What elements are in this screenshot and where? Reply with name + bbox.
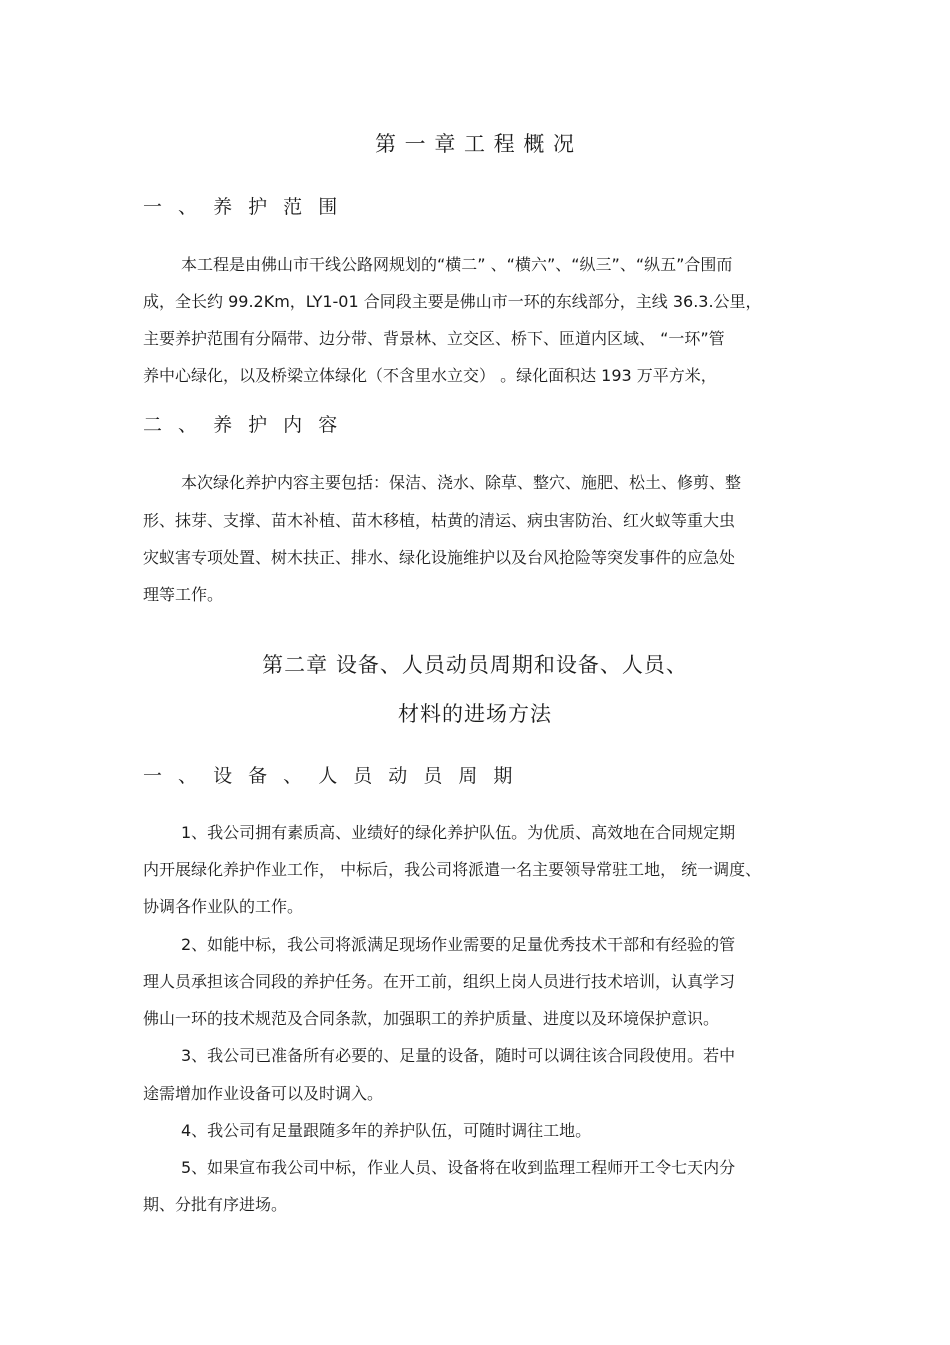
paragraph-line: 4、我公司有足量跟随多年的养护队伍，可随时调往工地。 (181, 1121, 592, 1140)
paragraph-line: 5、如果宣布我公司中标，作业人员、设备将在收到监理工程师开工令七天内分 (181, 1158, 736, 1177)
paragraph-line: 本次绿化养护内容主要包括：保洁、浇水、除草、整穴、施肥、松土、修剪、整 (181, 473, 742, 492)
paragraph-line: 1、我公司拥有素质高、业绩好的绿化养护队伍。为优质、高效地在合同规定期 (181, 823, 736, 842)
section-mobilization-period-title: 一 、 设 备 、 人 员 动 员 周 期 (143, 765, 518, 787)
paragraph-line: 成，全长约 99.2Km，LY1-01 合同段主要是佛山市一环的东线部分，主线 36.3.公里， (143, 292, 762, 311)
paragraph-line: 养中心绿化，以及桥梁立体绿化（不含里水立交） 。绿化面积达 193 万平方米， (143, 366, 717, 385)
chapter-1-title: 第 一 章 工 程 概 况 (374, 132, 576, 156)
section-maintenance-scope-title: 一 、 养 护 范 围 (143, 196, 343, 218)
paragraph-line: 3、我公司已准备所有必要的、足量的设备，随时可以调往该合同段使用。若中 (181, 1046, 736, 1065)
chapter-2-title-line-1: 第二章 设备、人员动员周期和设备、人员、 (262, 653, 688, 677)
paragraph-line: 形、抹芽、支撑、苗木补植、苗木移植，枯黄的清运、病虫害防治、红火蚁等重大虫 (143, 511, 736, 530)
paragraph-line: 灾蚁害专项处置、树木扶正、排水、绿化设施维护以及台风抢险等突发事件的应急处 (143, 548, 736, 567)
paragraph-line: 理等工作。 (143, 585, 224, 604)
paragraph-line: 本工程是由佛山市干线公路网规划的“横二” 、“横六”、“纵三”、“纵五”合围而 (181, 255, 733, 274)
paragraph-line: 期、分批有序进场。 (143, 1195, 288, 1214)
paragraph-line: 内开展绿化养护作业工作， 中标后，我公司将派遣一名主要领导常驻工地， 统一调度、 (143, 860, 762, 879)
paragraph-line: 主要养护范围有分隔带、边分带、背景林、立交区、桥下、匝道内区域、 “一环”管 (143, 329, 725, 348)
paragraph-line: 佛山一环的技术规范及合同条款，加强职工的养护质量、进度以及环境保护意识。 (143, 1009, 720, 1028)
paragraph-line: 途需增加作业设备可以及时调入。 (143, 1084, 384, 1103)
paragraph-line: 协调各作业队的工作。 (143, 897, 304, 916)
section-maintenance-content-title: 二 、 养 护 内 容 (143, 414, 343, 436)
chapter-2-title-line-2: 材料的进场方法 (398, 702, 552, 726)
paragraph-line: 理人员承担该合同段的养护任务。在开工前，组织上岗人员进行技术培训，认真学习 (143, 972, 736, 991)
paragraph-line: 2、如能中标，我公司将派满足现场作业需要的足量优秀技术干部和有经验的管 (181, 935, 736, 954)
